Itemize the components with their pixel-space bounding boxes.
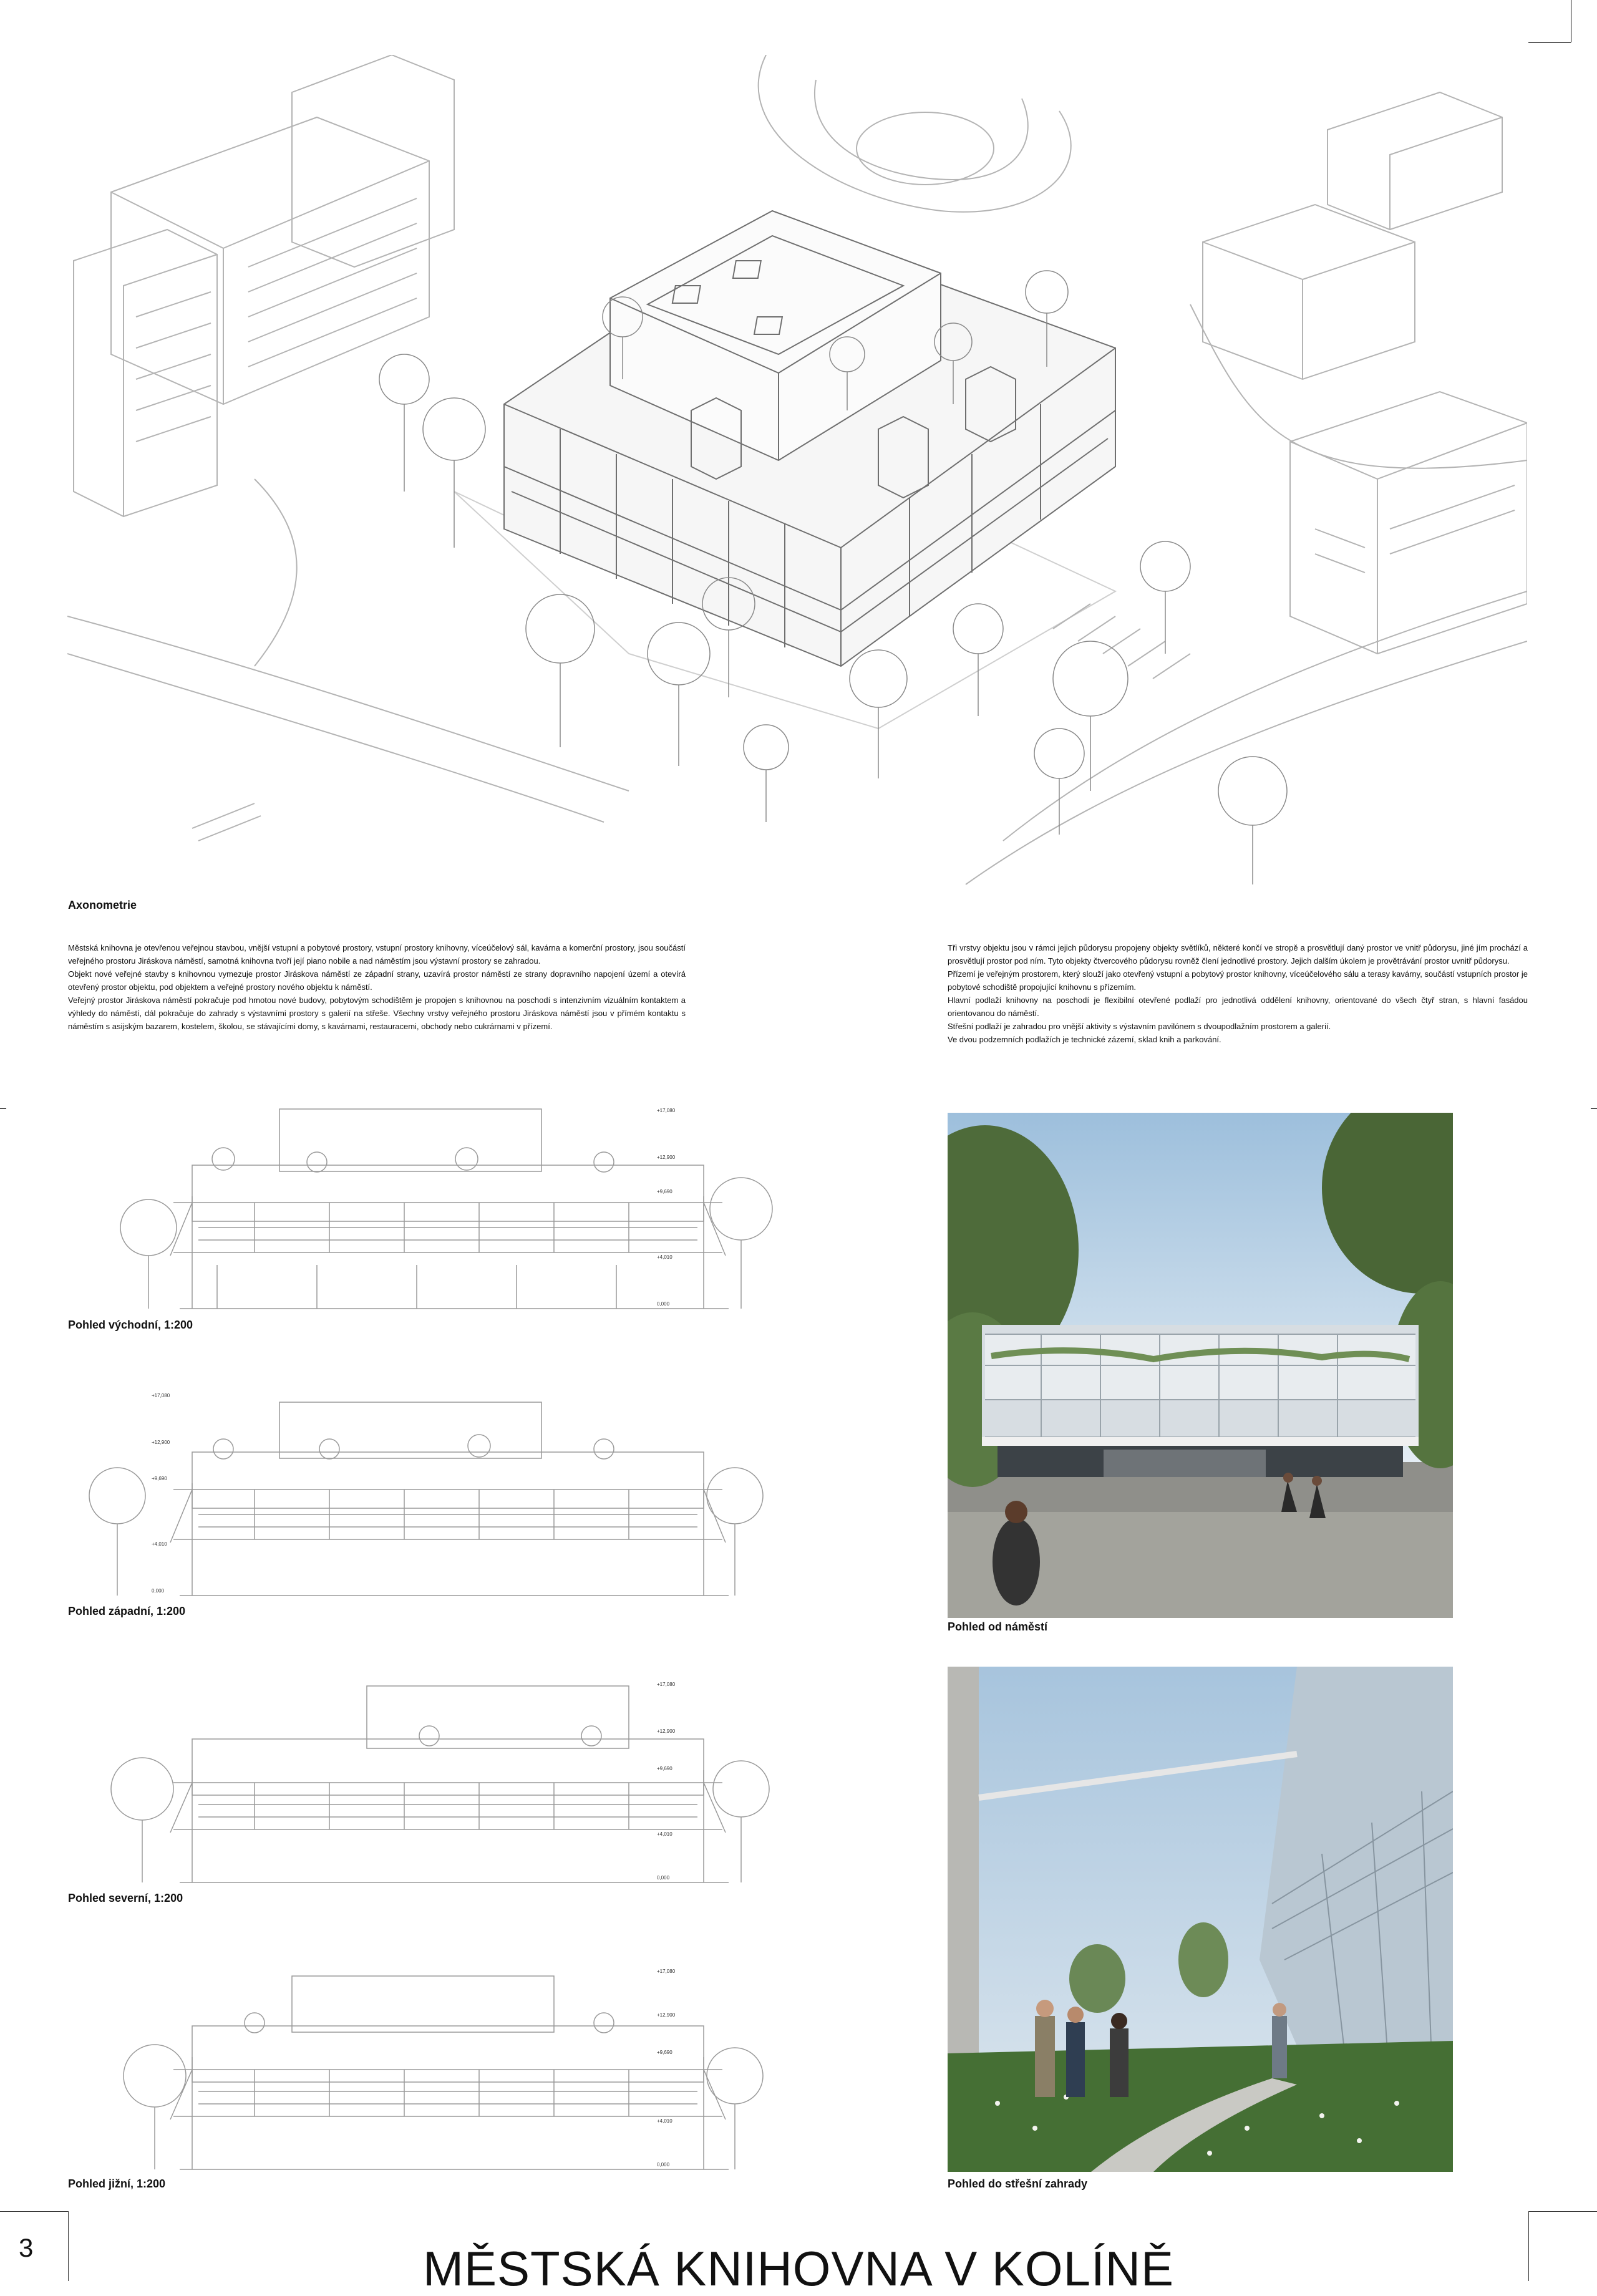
elevation-drawing [67,1677,779,1889]
level-label: 0,000 [657,1875,670,1881]
elevation-east-caption: Pohled východní, 1:200 [68,1319,193,1331]
level-marks [152,1393,170,1594]
crop-mark [1591,1108,1597,1109]
paragraph: Veřejný prostor Jiráskova náměstí pokračuje pod hmotou nové budovy, pobytovým schodištěm je propojen s knihovnou na poschodí s intenzivním vizuálním kontaktem a výhledy do náměstí, dál pokračuje do zahrady s výstavními prostory s galerií na střeše. Všechny vrstvy veřejného prostoru Jiráskova náměstí jsou v přímém kontaktu s náměstím s asijským bazarem, kostelem, školou, se stávajícími domy, s kavárnami, restauracemi, obchody nebo cukrárnami v přízemí. [68,995,686,1031]
level-label: +9,690 [657,1189,672,1194]
level-label: +17,080 [657,1682,676,1687]
level-marks [657,1682,676,1881]
level-label: 0,000 [657,1301,670,1307]
elevation-north [67,1677,779,1889]
level-label: +9,690 [657,2050,672,2055]
elevation-west-caption: Pohled západní, 1:200 [68,1605,186,1617]
crop-mark [1528,42,1571,43]
level-label: +4,010 [152,1541,167,1547]
level-label: +4,010 [657,1831,672,1837]
level-label: +4,010 [657,2118,672,2124]
paragraph: Střešní podlaží je zahradou pro vnější aktivity s výstavním pavilónem s dvoupodlažním prostorem a galerií. [948,1022,1331,1031]
axonometry-text-left [68,941,686,1033]
paragraph: Tři vrstvy objektu jsou v rámci jejich půdorysu propojeny objekty světlíků, některé končí ve stropě a prosvětlují daný prostor ve vnitř půdorysu, jiné jím prochází a prosvětlují prostor pod ním. Tyto objekty čtvercového půdorysu rovněž člení jednotlivé prostory. Jejich dalším úkolem je provětrávání prostor uvnitř půdorysu. [948,943,1528,966]
elevation-drawing [67,1390,779,1602]
page-title: MĚSTSKÁ KNIHOVNA V KOLÍNĚ [423,2241,1174,2296]
axonometry-heading: Axonometrie [68,899,137,911]
level-label: +17,080 [657,1108,676,1113]
render-roof-garden-caption: Pohled do střešní zahrady [948,2177,1088,2190]
level-label: +9,690 [152,1476,167,1481]
level-marks [657,1969,676,2168]
level-label: +12,900 [657,1728,676,1734]
elevation-east [67,1103,779,1315]
paragraph: Objekt nové veřejné stavby s knihovnou vymezuje prostor Jiráskova náměstí ze západní strany, uzavírá prostor náměstí ze strany dopravního napojení území a otevírá otevřený prostor objektu, pod objektem a veřejné prostory nového objektu k náměstí. [68,969,686,992]
elevation-south-caption: Pohled jižní, 1:200 [68,2177,166,2190]
level-label: +9,690 [657,1766,672,1771]
elevation-north-caption: Pohled severní, 1:200 [68,1892,183,1904]
level-label: +12,900 [152,1440,170,1445]
crop-mark [0,1108,6,1109]
level-label: +17,080 [657,1969,676,1974]
page-number: 3 [19,2233,34,2262]
render-square-caption: Pohled od náměstí [948,1620,1048,1633]
paragraph: Městská knihovna je otevřenou veřejnou stavbou, vnější vstupní a pobytové prostory, vstupní prostory knihovny, víceúčelový sál, kavárna a komerční prostory, jsou součástí veřejného prostoru Jiráskova náměstí, samotná knihovna tvoří její piano nobile a nad náměstím jsou výstavní prostory se zahradou. [68,943,686,966]
render-square-view [948,1113,1453,1618]
level-label: 0,000 [152,1588,165,1594]
axonometric-drawing [67,55,1527,891]
paragraph: Ve dvou podzemních podlažích je technické zázemí, sklad knih a parkování. [948,1035,1221,1044]
level-label: +4,010 [657,1254,672,1260]
level-label: +12,900 [657,2012,676,2018]
paragraph: Hlavní podlaží knihovny na poschodí je flexibilní otevřené podlaží pro jednotlivá oddělení knihovny, orientované do všech čtyř stran, s hlavní fasádou orientovanou do náměstí. [948,995,1528,1018]
elevation-west [67,1390,779,1602]
level-marks [657,1108,676,1307]
axonometry-text-right [948,941,1528,1046]
render-image [948,1667,1453,2172]
level-label: +12,900 [657,1155,676,1160]
paragraph: Přízemí je veřejným prostorem, který slouží jako otevřený vstupní a pobytový prostor knihovny, víceúčelového sálu a terasy kavárny, součástí vstupních prostor je pobytové schodiště propojující knihovnu s přízemím. [948,969,1528,992]
render-roof-garden [948,1667,1453,2172]
level-label: 0,000 [657,2162,670,2168]
elevation-south [67,1964,779,2176]
render-image [948,1113,1453,1618]
elevation-drawing [67,1103,779,1315]
elevation-drawing [67,1964,779,2176]
level-label: +17,080 [152,1393,170,1398]
